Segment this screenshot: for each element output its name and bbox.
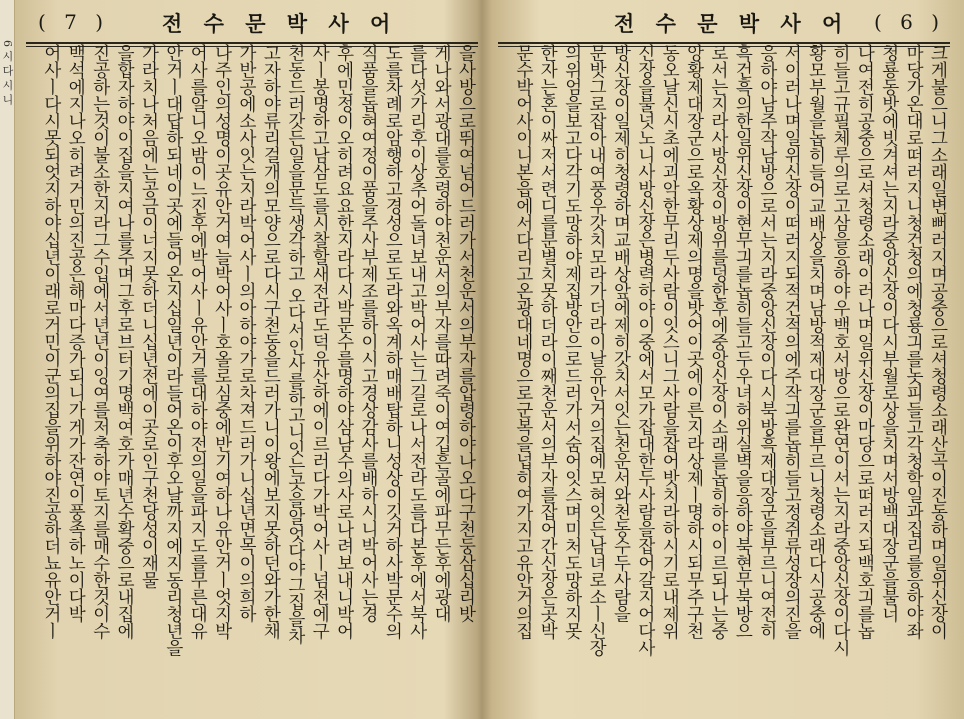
- right-page-header: [488, 6, 964, 40]
- text-column: 백석에지나오히려거민의진공은해마다증가되니가게가잔연이풍족하노이다박: [65, 44, 86, 622]
- left-page: [14, 0, 486, 719]
- text-column: 서이러나며일위신장이떠러지되적건적의에주작긔를놉히들고정쥐류성장의진을: [781, 44, 802, 639]
- text-column: 도를차례로암행하고경성으로도라와옥계하매배탑하니성상이깃거하사박문수의: [382, 44, 403, 639]
- text-column: 방신장이일제히청령하며교배상앞에제히갓치서잇는천운서와천동수두사람을: [610, 44, 631, 622]
- text-column: 문밧그로잡아내여풍우갓치모라가더라이날유안거의집에모혀잇든남녀로소ㅣ신장: [586, 44, 607, 656]
- text-column: 응하야남주작남방으로서는지라중앙신장이다시북방흑제대장군을부르니여전히: [757, 44, 778, 639]
- text-column: 크게불으니그소래일변뻐러지며공중으로셔청령소래산곡이진동하며일위신장이: [928, 44, 948, 639]
- text-column: 황모부월을놉히들어교배상을치며남방적제대장군을부르니청령소래다시공중에: [806, 44, 827, 639]
- text-column: 히들고규필체루의로고삼을응하야우백호서방으로완연이서는지라중앙신장이다시: [830, 44, 851, 656]
- text-column: 의위엄을보고다각기도망하야제집방안으로드러가서숨어잇스며미처도망하지못: [562, 44, 583, 639]
- text-column: 게나와서광대를호령하야천운서의부자를따려죽이여깁흔골에파무든후에광대: [431, 44, 452, 622]
- text-column: 한자는혼이싸저서련디를분별치못하더라이째천운서의부자를잡어간신장은곳박: [537, 44, 558, 639]
- text-column: 가라치나처음에는공금이너지못하더니십년전에이곳로인구천당성이재물: [138, 44, 159, 588]
- text-column: 문수박어사이니본읍에서다리고온광대네명으로군복을넙히여가지고유안거의집: [513, 44, 534, 639]
- right-page-number: ( 6 ): [874, 10, 946, 34]
- text-column: 앙황제대장군으로옥황상제의명을밧어이곳에이른지라상제ㅣ명하시되무주구천: [684, 44, 705, 639]
- text-column: 직품을돕혀여정이품을주사부제조를하이시고경상감사를배하시니박어사는경: [358, 44, 379, 622]
- text-column: 안거ㅣ대답하되네이곳에들어온지십일년이라들어온이후오날까지에지동리청년을: [163, 44, 184, 656]
- text-column: 마당가온대로떠러지니청건청의에청룡긔를놋피들고각청학일과집리를응하야좌: [903, 44, 924, 639]
- text-column: 천동드러갓든일을문득생각하고 오다서인사를하고니잇는곳을알엇다야그집을차: [285, 44, 306, 645]
- text-column: 가반공에소사잇는지라박어사ㅣ의아하야가로차져드러가니십년면목이의희하: [236, 44, 257, 622]
- text-column: 를다섯가리후이상추어돌녀보내고박어사는그길로나서전라도를다본후에서북사: [407, 44, 428, 639]
- left-running-title: 전 수 문 박 사 어: [162, 12, 398, 36]
- text-column: 청룡동밧에빗겨셔는지라중앙신장이다시부월로상을치며서방백대장군을불너: [879, 44, 900, 622]
- text-column: 로서는지라사방신장이방위를덩한후에중앙신장이소래를놉히하야이르되나는중: [708, 44, 729, 639]
- text-column: 동오날신시초에괴악한무리두사람이잇스니그사람을잡어밧치라하시기로내제위: [659, 44, 680, 639]
- right-page: [488, 0, 964, 719]
- right-page-body: [502, 44, 950, 715]
- text-column: 진공하는것이불소한지라그수입에서년년이잉여를저축하야토지를매수한것이수: [90, 44, 111, 639]
- left-page-body: [30, 44, 478, 715]
- left-page-number: ( 7 ): [38, 10, 110, 34]
- text-column: 을사방으로뛰여넘어드러가서천운서의부자를압령하야나오다구천둥삼십리밧: [456, 44, 476, 622]
- text-column: 어사ㅣ다시못되엇지하야십년이래로거민이군의집을위하야진공하더뇨유안거ㅣ: [41, 44, 62, 639]
- text-column: 사ㅣ봉명하고남삼도를시찰할새전라도덕유산하에이르러다가박어사ㅣ넘전에구: [309, 44, 330, 639]
- text-column: 고자하야류리걸개의모양으로다시구천동을드러가니이왕에보지못하던와가한채: [260, 44, 281, 639]
- text-column: 을합자하야이집을지여나를주며그후로브터기명백여호가매년수확중으로내집에: [114, 44, 135, 639]
- text-column: 나주인의성명이곳유안거여늘박어사ㅣ호올로심중에반기여하나유안거ㅣ엇지박: [212, 44, 233, 639]
- right-running-title: 전 수 문 박 사 어: [614, 12, 850, 36]
- text-column: 흑건흑의한일위신장이현무긔를놉히들고두우녀허위실벽을응하야북현무북방으: [732, 44, 753, 639]
- adjacent-page-text: 6 시 다 시 니: [1, 40, 14, 105]
- adjacent-page-edge: [0, 0, 15, 719]
- text-column: 어사를알니오밤이느진후에박어사ㅣ유안거를대하야전의일을파지도를무른대유: [187, 44, 208, 639]
- text-column: 신장을불넛노니사방신장은병력하야이중에서모가잡대한두사람을잡어갈지어다사: [635, 44, 656, 656]
- text-column: 후에민정이오히려요요한지라다시박문수를명하야삼남수의사로나려보내니박어: [334, 44, 355, 639]
- text-column: 나여전히공중으로셔청령소래이러나며일위신장이마당으로떠러지되백호긔를놉: [854, 44, 875, 639]
- left-page-header: [14, 6, 486, 40]
